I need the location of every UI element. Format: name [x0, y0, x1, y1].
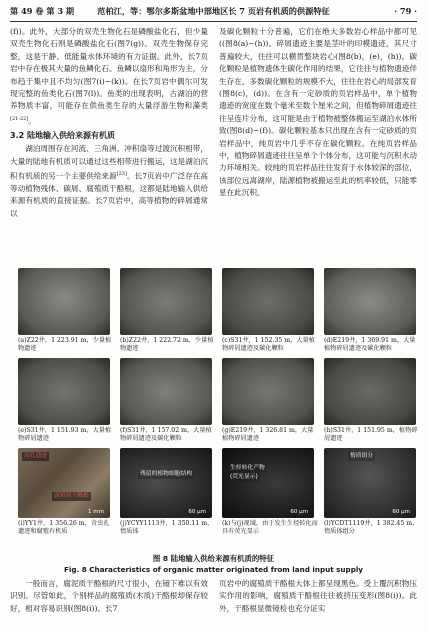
scale-label: 60 μm	[188, 509, 206, 515]
paragraph: 一般而言，腐泥质干酪根的尺寸很小，在镜下难以有效识别。尽管如此，个别样品的腐殖质(木质)干酪根却保存较好，相对容易识别(图8(i))。长7	[10, 579, 208, 613]
panel-caption-i: (i)YY1井，1 356.26 m，含虫孔遗迹和腐殖有机质	[18, 520, 110, 535]
micrograph-i	[18, 448, 110, 518]
paragraph: 页岩中的腐殖质干酪根大体上都呈现黑色。受上覆沉积物压实作用的影响，腐殖质干酪根往往被挤压变形(图8(i))。此外，干酪根显微镜检也充分证实	[219, 579, 417, 613]
panel-caption-b: (b)Z22井，1 222.72 m，少量植物遗迹	[120, 337, 214, 352]
core-photo-c	[222, 268, 314, 335]
figure-8	[10, 268, 417, 558]
bottom-left-column	[10, 578, 208, 615]
volume-issue: 第 49 卷 第 3 期	[10, 6, 75, 16]
citation: [23]	[116, 171, 127, 177]
paragraph: 及碳化颗粒十分普遍，它们在绝大多数岩心样品中都可见((图8(a)~(h))。碎屑遗迹主要是茎叶的印模遗迹，其尺寸普遍较大，往往可以横贯整块岩心(图8(b)，(e)，(h))。碳化颗粒是植物遗体生碳化作用的结果，它往往与植物遗迹伴生存在，多数碳化颗粒的规模不大，往往在岩心的局部发育(图8(c)，(d))。在含有一定砂质的页岩样品中，单个植物遗迹的宽度在数个毫米至数个厘米之间，但植物碎屑遗迹往往呈连片分布，这可能是由于植物被整体搬运至湖泊水体所致(图8(d)~(f))。碳化颗粒基本只出现在含有一定砂质的页岩样品中，纯页岩中几乎不存在碳化颗粒。在纯页岩样品中，植物碎屑遗迹往往呈单个个体分布，这可能与沉积水动力环境相关。较纯的页岩样品往往发育于水体较深的部位，该部位远离湖岸，陆源植物被搬运至此的机率较低，只能零星在此沉积。	[219, 27, 417, 198]
core-photo-e	[18, 358, 110, 425]
core-photo-f	[120, 358, 212, 425]
figure-caption-chinese: 图 8 陆地输入供给来源有机质的特征	[152, 554, 275, 563]
micrograph-j	[120, 448, 212, 518]
left-column	[10, 26, 208, 220]
scale-label: 1 mm	[88, 509, 104, 515]
panel-caption-k: (k)与(j)视域，由于发生生烃转化而具有荧光显示	[222, 520, 318, 535]
core-photo-a	[18, 268, 110, 335]
panel-caption-d: (d)E219井，1 369.91 m，大量植物碎屑遗迹及碳化颗粒	[324, 337, 416, 352]
panel-caption-f: (f)S31井，1 157.02 m，大量植物碎屑遗迹及碳化颗粒	[120, 427, 212, 442]
overlay-label: 生烃转化产物	[230, 465, 265, 471]
paragraph: 湖泊周围存在河流、三角洲、冲积扇等过渡沉积相带，大量的陆地有机质可以通过这些相带进行搬运，这是湖泊沉积有机质的另一个主要供给来源[23]。长7页岩中广泛存在高等动植物残体、碳屑、腐殖质干酪根，这都是陆地输入供给来源有机质的直接证据。长7页岩中，高等植物的碎屑通常以	[10, 144, 208, 218]
panel-caption-h: (h)S31井，1 151.95 m，植物碎屑遗迹	[324, 427, 418, 442]
panel-caption-l: (l)YCDT1119井，1 382.45 m，惰质体组分	[324, 520, 419, 535]
page-number: · 79 ·	[394, 6, 417, 16]
core-photo-d	[324, 268, 416, 335]
running-header	[10, 6, 417, 20]
micrograph-k	[222, 448, 314, 518]
scale-label: 60 μm	[290, 509, 308, 515]
bottom-right-column	[219, 578, 417, 615]
panel-caption-j: (j)YCYY1113井，1 350.11 m，惰质体	[120, 520, 214, 535]
panel-caption-g: (g)E219井，1 326.81 m，大量植物碎屑遗迹	[222, 427, 314, 442]
overlay-label: 残留的植物细胞结构	[140, 471, 193, 477]
core-photo-h	[324, 358, 416, 425]
scale-label: 60 μm	[392, 509, 410, 515]
core-photo-g	[222, 358, 314, 425]
overlay-label: 腐殖质干酪根	[54, 493, 89, 499]
core-photo-b	[120, 268, 212, 335]
overlay-label: (荧光显示)	[230, 474, 258, 480]
panel-caption-e: (e)S31井，1 151.93 m，大量植物碎屑遗迹	[18, 427, 112, 442]
section-heading: 3.2 陆地输入供给来源有机质	[10, 130, 115, 140]
header-rule	[10, 21, 417, 22]
citation: [21-22]	[10, 115, 29, 122]
right-column	[219, 26, 417, 200]
micrograph-l	[324, 448, 416, 518]
paragraph: (f))。此外，大部分的双壳生物化石是磷酸盐化石，但少量双壳生物化石则是磷酸盐化石(图7(g))。双壳生物保存完整，这是干静、低能量水体环境的有力证据。此外，长7页岩中存在极其大量的鱼鳞化石。鱼鳞以扇形和角形为主，分布趋于集中且不均匀(图7(i)~(k))。在长7页岩中偶尔可发现完整的鱼类化石(图7(l))。鱼类的出现表明，古湖泊的营养物质丰富，可能存在供鱼类生存的大量浮游生物和藻类[21-22]。	[10, 27, 208, 126]
overlay-label: 惰质组分	[350, 453, 374, 459]
figure-caption-english: Fig. 8 Characteristics of organic matter originated from land input supply	[64, 565, 363, 574]
panel-caption-a: (a)Z22井，1 223.91 m，少量植物遗迹	[18, 337, 112, 352]
running-title: 范柏江，等：鄂尔多斯盆地中部地区长 7 页岩有机质的供源特征	[97, 6, 330, 16]
overlay-label: 高孔遗迹	[24, 453, 48, 459]
panel-caption-c: (c)S31井，1 152.35 m，大量植物碎屑遗迹及碳化颗粒	[222, 337, 315, 352]
